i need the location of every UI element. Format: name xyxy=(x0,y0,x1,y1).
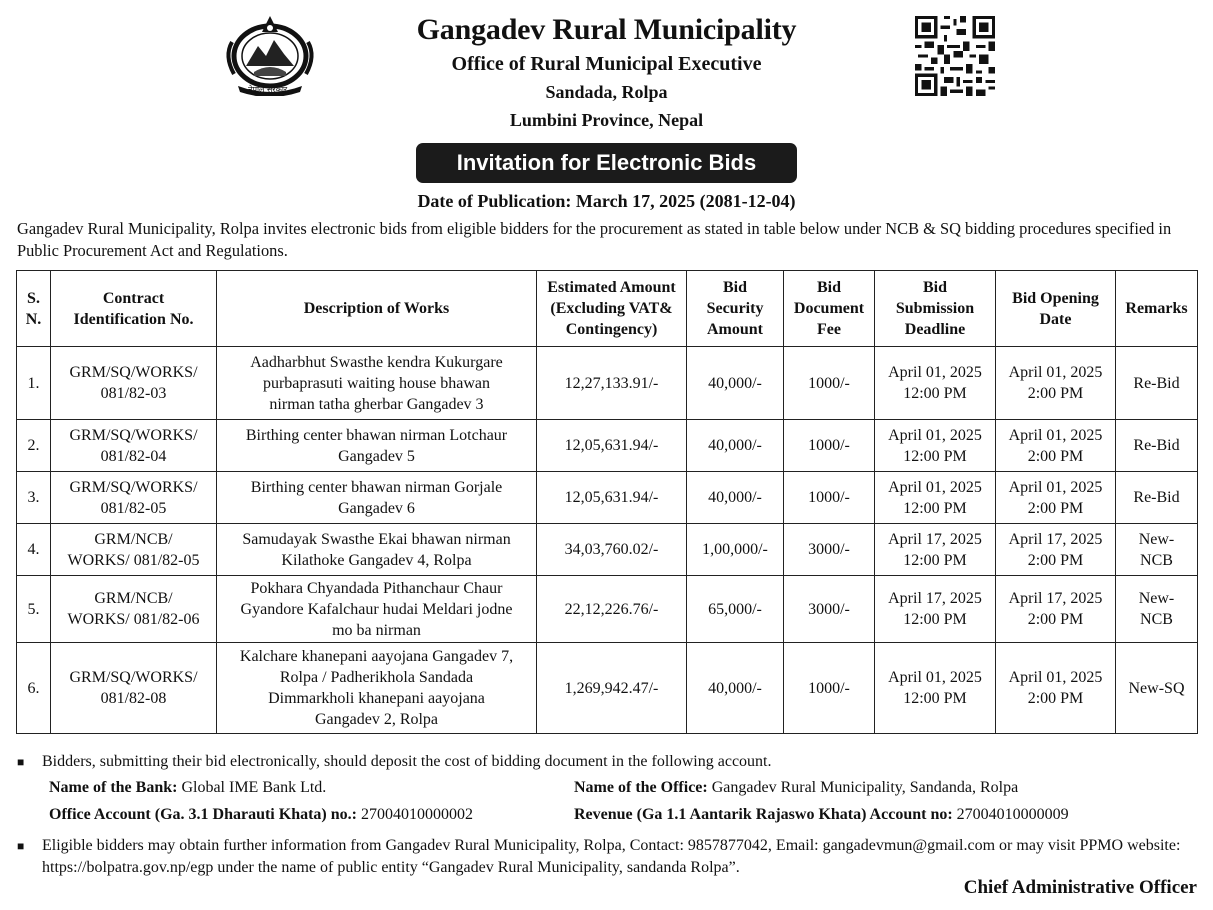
qr-code-icon xyxy=(915,16,995,96)
cell-contract: GRM/SQ/WORKS/ 081/82-04 xyxy=(51,420,217,472)
letterhead xyxy=(330,10,883,134)
cell-remarks: New-SQ xyxy=(1116,643,1198,734)
table-row xyxy=(17,524,1198,576)
office-address: Sandada, Rolpa xyxy=(545,82,668,102)
deposit-note xyxy=(17,751,1202,773)
cell-opening: April 17, 2025 2:00 PM xyxy=(996,576,1116,643)
cell-description: Birthing center bhawan nirman Lotchaur Gangadev 5 xyxy=(217,420,537,472)
cell-security: 1,00,000/- xyxy=(687,524,784,576)
cell-amount: 12,27,133.91/- xyxy=(537,347,687,420)
cell-deadline: April 17, 2025 12:00 PM xyxy=(875,524,996,576)
org-name: Gangadev Rural Municipality xyxy=(416,13,797,46)
cell-sn: 4. xyxy=(17,524,51,576)
cell-amount: 12,05,631.94/- xyxy=(537,420,687,472)
bank-value: Global IME Bank Ltd. xyxy=(181,779,327,796)
office-account-label: Office Account (Ga. 3.1 Dharauti Khata) no.: xyxy=(49,806,357,823)
cell-sn: 1. xyxy=(17,347,51,420)
cell-contract: GRM/NCB/ WORKS/ 081/82-06 xyxy=(51,576,217,643)
header-sn: S. N. xyxy=(17,271,51,347)
bids-table xyxy=(16,270,1198,734)
table-row xyxy=(17,420,1198,472)
revenue-account-line xyxy=(574,804,1069,826)
cell-sn: 6. xyxy=(17,643,51,734)
intro-paragraph: Gangadev Rural Municipality, Rolpa invites electronic bids from eligible bidders for the procurement as stated in table below under NCB & SQ bidding procedures specified in Public Procurement Act and Regulations. xyxy=(17,219,1172,260)
cell-sn: 2. xyxy=(17,420,51,472)
cell-description: Kalchare khanepani aayojana Gangadev 7, Rolpa / Padherikhola Sandada Dimmarkholi khanepani aayojana Gangadev 2, Rolpa xyxy=(217,643,537,734)
cell-deadline: April 01, 2025 12:00 PM xyxy=(875,347,996,420)
office-name-line xyxy=(574,777,1018,799)
office-account-line xyxy=(49,804,473,826)
cell-fee: 1000/- xyxy=(784,472,875,524)
header-remarks: Remarks xyxy=(1116,271,1198,347)
cell-remarks: New- NCB xyxy=(1116,524,1198,576)
table-row xyxy=(17,576,1198,643)
table-row xyxy=(17,347,1198,420)
cell-fee: 3000/- xyxy=(784,576,875,643)
table-row xyxy=(17,643,1198,734)
cell-security: 40,000/- xyxy=(687,347,784,420)
signatory-title: Chief Administrative Officer xyxy=(963,877,1197,898)
office-account-value: 27004010000002 xyxy=(360,806,473,823)
cell-description: Samudayak Swasthe Ekai bhawan nirman Kilathoke Gangadev 4, Rolpa xyxy=(217,524,537,576)
revenue-account-label: Revenue (Ga 1.1 Aantarik Rajaswo Khata) Account no: xyxy=(574,806,953,823)
table-header-row xyxy=(17,271,1198,347)
header-security: Bid Security Amount xyxy=(687,271,784,347)
cell-contract: GRM/SQ/WORKS/ 081/82-08 xyxy=(51,643,217,734)
table-row xyxy=(17,472,1198,524)
cell-amount: 12,05,631.94/- xyxy=(537,472,687,524)
info-note xyxy=(17,835,1202,879)
office-value: Gangadev Rural Municipality, Sandanda, Rolpa xyxy=(711,779,1019,796)
cell-contract: GRM/SQ/WORKS/ 081/82-03 xyxy=(51,347,217,420)
header-deadline: Bid Submission Deadline xyxy=(875,271,996,347)
cell-remarks: Re-Bid xyxy=(1116,347,1198,420)
cell-fee: 1000/- xyxy=(784,420,875,472)
emblem-caption: नेपाल सरकार xyxy=(248,85,288,94)
publication-date: Date of Publication: March 17, 2025 (2081-12-04) xyxy=(417,191,796,211)
cell-remarks: Re-Bid xyxy=(1116,472,1198,524)
cell-amount: 34,03,760.02/- xyxy=(537,524,687,576)
cell-sn: 3. xyxy=(17,472,51,524)
cell-opening: April 01, 2025 2:00 PM xyxy=(996,347,1116,420)
cell-fee: 1000/- xyxy=(784,643,875,734)
cell-opening: April 01, 2025 2:00 PM xyxy=(996,472,1116,524)
bullet-icon: ■ xyxy=(17,755,25,769)
header-description: Description of Works xyxy=(217,271,537,347)
deposit-note-text: Bidders, submitting their bid electronically, should deposit the cost of bidding document in the following account. xyxy=(42,753,772,770)
header-fee: Bid Document Fee xyxy=(784,271,875,347)
cell-description: Aadharbhut Swasthe kendra Kukurgare purbaprasuti waiting house bhawan nirman tatha gherbar Gangadev 3 xyxy=(217,347,537,420)
cell-sn: 5. xyxy=(17,576,51,643)
cell-deadline: April 01, 2025 12:00 PM xyxy=(875,643,996,734)
bank-name-line xyxy=(49,777,326,799)
cell-security: 65,000/- xyxy=(687,576,784,643)
cell-contract: GRM/SQ/WORKS/ 081/82-05 xyxy=(51,472,217,524)
info-note-text: Eligible bidders may obtain further information from Gangadev Rural Municipality, Rolpa, Contact: 9857877042, Email: gangadevmun@gmail.com or may visit PPMO website: https://bolpatra.gov.np/egp under the name of public entity “Gangadev Rural Municipality, sandanda Rolpa”. xyxy=(42,837,1181,876)
cell-remarks: Re-Bid xyxy=(1116,420,1198,472)
cell-amount: 1,269,942.47/- xyxy=(537,643,687,734)
cell-amount: 22,12,226.76/- xyxy=(537,576,687,643)
cell-security: 40,000/- xyxy=(687,472,784,524)
cell-fee: 3000/- xyxy=(784,524,875,576)
header-opening: Bid Opening Date xyxy=(996,271,1116,347)
bullet-icon: ■ xyxy=(17,839,25,853)
cell-remarks: New- NCB xyxy=(1116,576,1198,643)
cell-security: 40,000/- xyxy=(687,420,784,472)
cell-deadline: April 01, 2025 12:00 PM xyxy=(875,472,996,524)
cell-opening: April 17, 2025 2:00 PM xyxy=(996,524,1116,576)
notice-title-banner: Invitation for Electronic Bids xyxy=(416,143,797,183)
office-label: Name of the Office: xyxy=(574,779,708,796)
cell-opening: April 01, 2025 2:00 PM xyxy=(996,643,1116,734)
header-amount: Estimated Amount (Excluding VAT& Contingency) xyxy=(537,271,687,347)
cell-security: 40,000/- xyxy=(687,643,784,734)
office-province: Lumbini Province, Nepal xyxy=(509,110,704,130)
cell-description: Birthing center bhawan nirman Gorjale Gangadev 6 xyxy=(217,472,537,524)
office-name: Office of Rural Municipal Executive xyxy=(451,53,762,75)
cell-deadline: April 17, 2025 12:00 PM xyxy=(875,576,996,643)
cell-deadline: April 01, 2025 12:00 PM xyxy=(875,420,996,472)
cell-fee: 1000/- xyxy=(784,347,875,420)
cell-opening: April 01, 2025 2:00 PM xyxy=(996,420,1116,472)
header-contract: Contract Identification No. xyxy=(51,271,217,347)
cell-contract: GRM/NCB/ WORKS/ 081/82-05 xyxy=(51,524,217,576)
cell-description: Pokhara Chyandada Pithanchaur Chaur Gyandore Kafalchaur hudai Meldari jodne mo ba nirman xyxy=(217,576,537,643)
bank-label: Name of the Bank: xyxy=(49,779,178,796)
revenue-account-value: 27004010000009 xyxy=(956,806,1069,823)
